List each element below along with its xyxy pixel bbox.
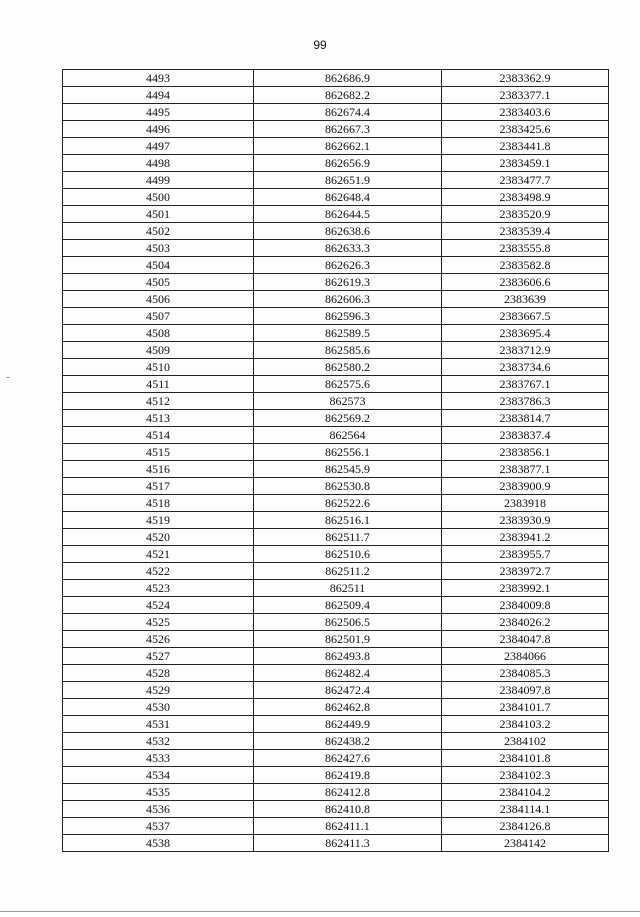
y-coordinate-cell: 2383877.1 [442,461,609,478]
x-coordinate-cell: 862569.2 [254,410,442,427]
x-coordinate-cell: 862522.6 [254,495,442,512]
x-coordinate-cell: 862511.2 [254,563,442,580]
point-id-cell: 4522 [63,563,254,580]
page-number: 99 [313,38,327,52]
coordinates-table-body [63,70,609,852]
x-coordinate-cell: 862633.3 [254,240,442,257]
point-id-cell: 4524 [63,597,254,614]
table-row [63,614,609,631]
bottom-rule [0,911,640,912]
table-row [63,682,609,699]
point-id-cell: 4513 [63,410,254,427]
point-id-cell: 4527 [63,648,254,665]
x-coordinate-cell: 862638.6 [254,223,442,240]
y-coordinate-cell: 2383930.9 [442,512,609,529]
x-coordinate-cell: 862509.4 [254,597,442,614]
x-coordinate-cell: 862585.6 [254,342,442,359]
table-row [63,427,609,444]
y-coordinate-cell: 2383539.4 [442,223,609,240]
y-coordinate-cell: 2384066 [442,648,609,665]
point-id-cell: 4528 [63,665,254,682]
y-coordinate-cell: 2383362.9 [442,70,609,87]
point-id-cell: 4501 [63,206,254,223]
margin-mark [6,377,10,378]
y-coordinate-cell: 2384085.3 [442,665,609,682]
y-coordinate-cell: 2383403.6 [442,104,609,121]
x-coordinate-cell: 862686.9 [254,70,442,87]
table-row [63,767,609,784]
point-id-cell: 4493 [63,70,254,87]
x-coordinate-cell: 862493.8 [254,648,442,665]
point-id-cell: 4532 [63,733,254,750]
table-row [63,478,609,495]
table-row [63,189,609,206]
table-row [63,716,609,733]
point-id-cell: 4506 [63,291,254,308]
x-coordinate-cell: 862412.8 [254,784,442,801]
y-coordinate-cell: 2384104.2 [442,784,609,801]
table-row [63,308,609,325]
table-row [63,597,609,614]
table-row [63,580,609,597]
y-coordinate-cell: 2383582.8 [442,257,609,274]
x-coordinate-cell: 862482.4 [254,665,442,682]
y-coordinate-cell: 2384101.7 [442,699,609,716]
table-row [63,699,609,716]
point-id-cell: 4530 [63,699,254,716]
table-row [63,665,609,682]
y-coordinate-cell: 2383459.1 [442,155,609,172]
x-coordinate-cell: 862589.5 [254,325,442,342]
y-coordinate-cell: 2383695.4 [442,325,609,342]
y-coordinate-cell: 2383555.8 [442,240,609,257]
point-id-cell: 4519 [63,512,254,529]
point-id-cell: 4523 [63,580,254,597]
x-coordinate-cell: 862411.1 [254,818,442,835]
table-row [63,410,609,427]
y-coordinate-cell: 2384097.8 [442,682,609,699]
table-row [63,155,609,172]
point-id-cell: 4520 [63,529,254,546]
y-coordinate-cell: 2384126.8 [442,818,609,835]
table-row [63,495,609,512]
x-coordinate-cell: 862427.6 [254,750,442,767]
point-id-cell: 4514 [63,427,254,444]
table-row [63,138,609,155]
table-row [63,240,609,257]
table-row [63,750,609,767]
x-coordinate-cell: 862511.7 [254,529,442,546]
x-coordinate-cell: 862410.8 [254,801,442,818]
x-coordinate-cell: 862510.6 [254,546,442,563]
x-coordinate-cell: 862648.4 [254,189,442,206]
y-coordinate-cell: 2383972.7 [442,563,609,580]
x-coordinate-cell: 862501.9 [254,631,442,648]
point-id-cell: 4536 [63,801,254,818]
x-coordinate-cell: 862575.6 [254,376,442,393]
point-id-cell: 4537 [63,818,254,835]
table-row [63,274,609,291]
point-id-cell: 4533 [63,750,254,767]
point-id-cell: 4512 [63,393,254,410]
x-coordinate-cell: 862626.3 [254,257,442,274]
y-coordinate-cell: 2383941.2 [442,529,609,546]
point-id-cell: 4498 [63,155,254,172]
point-id-cell: 4515 [63,444,254,461]
point-id-cell: 4518 [63,495,254,512]
coordinates-table [62,69,609,852]
x-coordinate-cell: 862556.1 [254,444,442,461]
table-row [63,818,609,835]
x-coordinate-cell: 862651.9 [254,172,442,189]
y-coordinate-cell: 2383955.7 [442,546,609,563]
table-row [63,733,609,750]
table-row [63,835,609,852]
point-id-cell: 4534 [63,767,254,784]
x-coordinate-cell: 862506.5 [254,614,442,631]
table-row [63,801,609,818]
point-id-cell: 4511 [63,376,254,393]
point-id-cell: 4505 [63,274,254,291]
x-coordinate-cell: 862472.4 [254,682,442,699]
y-coordinate-cell: 2383425.6 [442,121,609,138]
point-id-cell: 4497 [63,138,254,155]
y-coordinate-cell: 2383712.9 [442,342,609,359]
point-id-cell: 4495 [63,104,254,121]
y-coordinate-cell: 2384102 [442,733,609,750]
x-coordinate-cell: 862449.9 [254,716,442,733]
table-row [63,393,609,410]
y-coordinate-cell: 2383477.7 [442,172,609,189]
y-coordinate-cell: 2383786.3 [442,393,609,410]
table-row [63,376,609,393]
point-id-cell: 4504 [63,257,254,274]
point-id-cell: 4500 [63,189,254,206]
y-coordinate-cell: 2384009.8 [442,597,609,614]
x-coordinate-cell: 862667.3 [254,121,442,138]
y-coordinate-cell: 2383498.9 [442,189,609,206]
x-coordinate-cell: 862516.1 [254,512,442,529]
point-id-cell: 4494 [63,87,254,104]
x-coordinate-cell: 862682.2 [254,87,442,104]
y-coordinate-cell: 2383520.9 [442,206,609,223]
y-coordinate-cell: 2383734.6 [442,359,609,376]
table-row [63,70,609,87]
x-coordinate-cell: 862656.9 [254,155,442,172]
point-id-cell: 4496 [63,121,254,138]
point-id-cell: 4525 [63,614,254,631]
x-coordinate-cell: 862644.5 [254,206,442,223]
x-coordinate-cell: 862580.2 [254,359,442,376]
y-coordinate-cell: 2384103.2 [442,716,609,733]
point-id-cell: 4507 [63,308,254,325]
table-row [63,546,609,563]
y-coordinate-cell: 2384102.3 [442,767,609,784]
table-row [63,512,609,529]
x-coordinate-cell: 862662.1 [254,138,442,155]
point-id-cell: 4516 [63,461,254,478]
table-row [63,121,609,138]
x-coordinate-cell: 862419.8 [254,767,442,784]
table-row [63,257,609,274]
x-coordinate-cell: 862573 [254,393,442,410]
point-id-cell: 4526 [63,631,254,648]
y-coordinate-cell: 2384026.2 [442,614,609,631]
table-row [63,359,609,376]
y-coordinate-cell: 2383900.9 [442,478,609,495]
point-id-cell: 4510 [63,359,254,376]
table-row [63,784,609,801]
y-coordinate-cell: 2383606.6 [442,274,609,291]
y-coordinate-cell: 2383377.1 [442,87,609,104]
table-row [63,87,609,104]
y-coordinate-cell: 2383856.1 [442,444,609,461]
point-id-cell: 4503 [63,240,254,257]
y-coordinate-cell: 2384047.8 [442,631,609,648]
y-coordinate-cell: 2384101.8 [442,750,609,767]
y-coordinate-cell: 2383441.8 [442,138,609,155]
x-coordinate-cell: 862619.3 [254,274,442,291]
table-row [63,529,609,546]
x-coordinate-cell: 862606.3 [254,291,442,308]
point-id-cell: 4531 [63,716,254,733]
y-coordinate-cell: 2383767.1 [442,376,609,393]
y-coordinate-cell: 2383814.7 [442,410,609,427]
table-row [63,563,609,580]
y-coordinate-cell: 2383918 [442,495,609,512]
table-row [63,461,609,478]
x-coordinate-cell: 862530.8 [254,478,442,495]
point-id-cell: 4535 [63,784,254,801]
point-id-cell: 4499 [63,172,254,189]
point-id-cell: 4509 [63,342,254,359]
point-id-cell: 4538 [63,835,254,852]
table-row [63,444,609,461]
y-coordinate-cell: 2383992.1 [442,580,609,597]
y-coordinate-cell: 2383639 [442,291,609,308]
table-row [63,631,609,648]
table-row [63,172,609,189]
y-coordinate-cell: 2384114.1 [442,801,609,818]
x-coordinate-cell: 862438.2 [254,733,442,750]
x-coordinate-cell: 862596.3 [254,308,442,325]
x-coordinate-cell: 862411.3 [254,835,442,852]
y-coordinate-cell: 2384142 [442,835,609,852]
table-row [63,291,609,308]
x-coordinate-cell: 862674.4 [254,104,442,121]
point-id-cell: 4517 [63,478,254,495]
point-id-cell: 4521 [63,546,254,563]
table-row [63,206,609,223]
point-id-cell: 4529 [63,682,254,699]
x-coordinate-cell: 862511 [254,580,442,597]
y-coordinate-cell: 2383667.5 [442,308,609,325]
x-coordinate-cell: 862564 [254,427,442,444]
point-id-cell: 4502 [63,223,254,240]
table-row [63,648,609,665]
point-id-cell: 4508 [63,325,254,342]
table-row [63,342,609,359]
table-row [63,223,609,240]
table-row [63,325,609,342]
table-row [63,104,609,121]
y-coordinate-cell: 2383837.4 [442,427,609,444]
x-coordinate-cell: 862545.9 [254,461,442,478]
x-coordinate-cell: 862462.8 [254,699,442,716]
